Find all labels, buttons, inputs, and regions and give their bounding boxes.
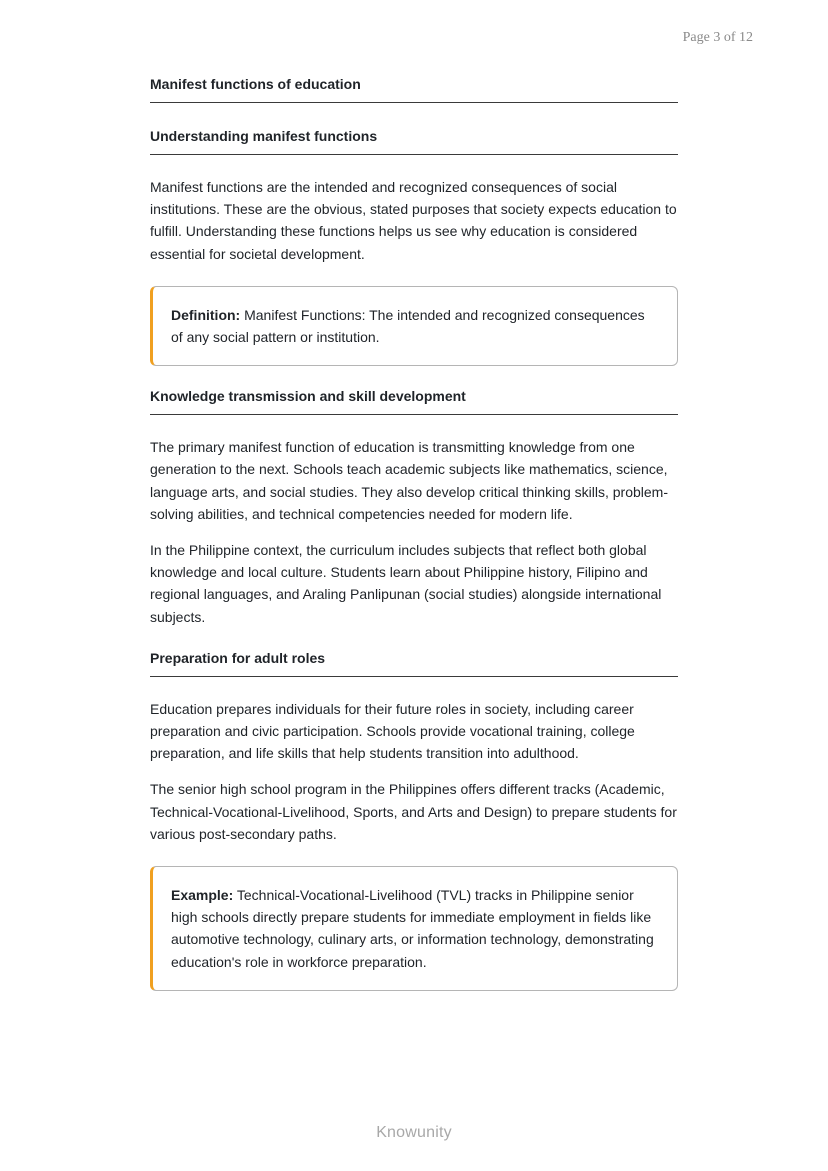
paragraph-knowledge-2: In the Philippine context, the curriculum includes subjects that reflect both global knowledge and local culture. Students learn about Philippine history, Filipino and regional languages, and Araling Panlipunan (social studies) alongside international subjects. xyxy=(150,542,662,625)
definition-text: Manifest Functions: The intended and recognized consequences of any social pattern or institution. xyxy=(171,306,645,346)
paragraph-understanding: Manifest functions are the intended and recognized consequences of social institutions. These are the obvious, stated purposes that society expects education to fulfill. Understanding these functions helps us see why education is considered essential for societal development. xyxy=(150,179,677,262)
paragraph-preparation-2: The senior high school program in the Philippines offers different tracks (Academic, Technical-Vocational-Livelihood, Sports, and Arts and Design) to prepare students for various post-secondary paths. xyxy=(150,781,677,842)
heading-understanding-manifest-functions: Understanding manifest functions xyxy=(150,128,678,155)
document-content xyxy=(150,76,678,991)
example-text: Technical-Vocational-Livelihood (TVL) tracks in Philippine senior high schools directly prepare students for immediate employment in fields like automotive technology, culinary arts, or information technology, demonstrating education's role in workforce preparation. xyxy=(171,887,654,970)
page-number: Page 3 of 12 xyxy=(682,30,753,45)
example-label: Example: xyxy=(171,887,234,904)
definition-label: Definition: xyxy=(171,306,241,323)
definition-callout xyxy=(150,286,678,366)
section-title: Manifest functions of education xyxy=(150,76,678,103)
heading-knowledge-transmission: Knowledge transmission and skill development xyxy=(150,388,678,415)
example-callout xyxy=(150,866,678,991)
footer-brand: Knowunity xyxy=(376,1124,452,1141)
paragraph-preparation-1: Education prepares individuals for their future roles in society, including career preparation and civic participation. Schools provide vocational training, college preparation, and life skills that help students transition into adulthood. xyxy=(150,700,635,762)
heading-preparation-adult-roles: Preparation for adult roles xyxy=(150,650,678,677)
paragraph-knowledge-1: The primary manifest function of education is transmitting knowledge from one generation to the next. Schools teach academic subjects like mathematics, science, language arts, and social studies. They also develop critical thinking skills, problem-solving abilities, and technical competencies needed for modern life. xyxy=(150,439,669,522)
